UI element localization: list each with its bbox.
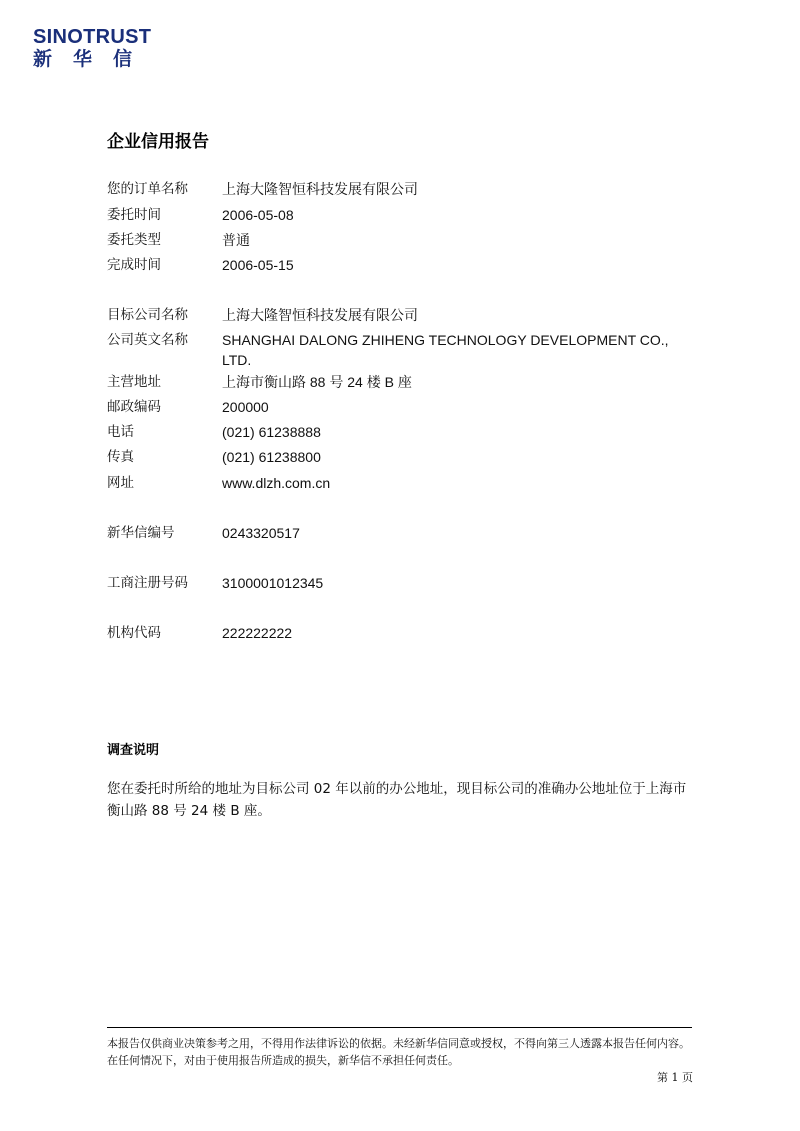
field-value: SHANGHAI DALONG ZHIHENG TECHNOLOGY DEVELOPMENT CO., LTD. (222, 332, 669, 368)
field-value: 3100001012345 (222, 575, 324, 591)
field-value: 上海大隆智恒科技发展有限公司 (222, 307, 418, 323)
field-value: www.dlzh.com.cn (222, 475, 331, 491)
field-value: (021) 61238800 (222, 449, 321, 465)
field-label: 工商注册号码 (107, 575, 188, 591)
field-label: 网址 (107, 475, 134, 491)
field-value: 普通 (222, 232, 250, 248)
field-value: 2006-05-15 (222, 257, 294, 273)
field-value: 2006-05-08 (222, 207, 294, 223)
report-title: 企业信用报告 (107, 132, 209, 152)
field-label: 目标公司名称 (107, 307, 188, 323)
survey-heading: 调查说明 (107, 743, 160, 758)
field-label: 公司英文名称 (107, 332, 188, 348)
footer-disclaimer: 本报告仅供商业决策参考之用，不得用作法律诉讼的依据。未经新华信同意或授权，不得向第三人透露本报告任何内容。在任何情况下，对由于使用报告所造成的损失，新华信不承担任何责任。 (107, 1037, 690, 1067)
field-label: 委托类型 (107, 232, 161, 248)
field-label: 您的订单名称 (107, 181, 188, 197)
field-label: 新华信编号 (107, 525, 175, 541)
field-label: 委托时间 (107, 207, 161, 223)
logo-chinese-text: 新华信 (33, 48, 154, 70)
survey-body: 您在委托时所给的地址为目标公司 02 年以前的办公地址，现目标公司的准确办公地址位于上海市衡山路 88 号 24 楼 B 座。 (107, 781, 687, 819)
sinotrust-logo (33, 27, 153, 70)
field-label: 电话 (107, 424, 134, 440)
field-label: 完成时间 (107, 257, 161, 273)
field-value: 222222222 (222, 625, 293, 641)
field-value: (021) 61238888 (222, 424, 321, 440)
field-value: 上海大隆智恒科技发展有限公司 (222, 181, 418, 197)
field-label: 传真 (107, 449, 134, 465)
field-value: 0243320517 (222, 525, 300, 541)
logo-english-text: SINOTRUST (33, 26, 152, 48)
field-label: 机构代码 (107, 625, 161, 641)
field-value: 200000 (222, 399, 269, 415)
footer-divider (107, 1027, 692, 1028)
page-number: 第 1 页 (657, 1071, 693, 1084)
field-label: 主营地址 (107, 374, 161, 390)
field-value: 上海市衡山路 88 号 24 楼 B 座 (222, 374, 412, 390)
field-label: 邮政编码 (107, 399, 161, 415)
